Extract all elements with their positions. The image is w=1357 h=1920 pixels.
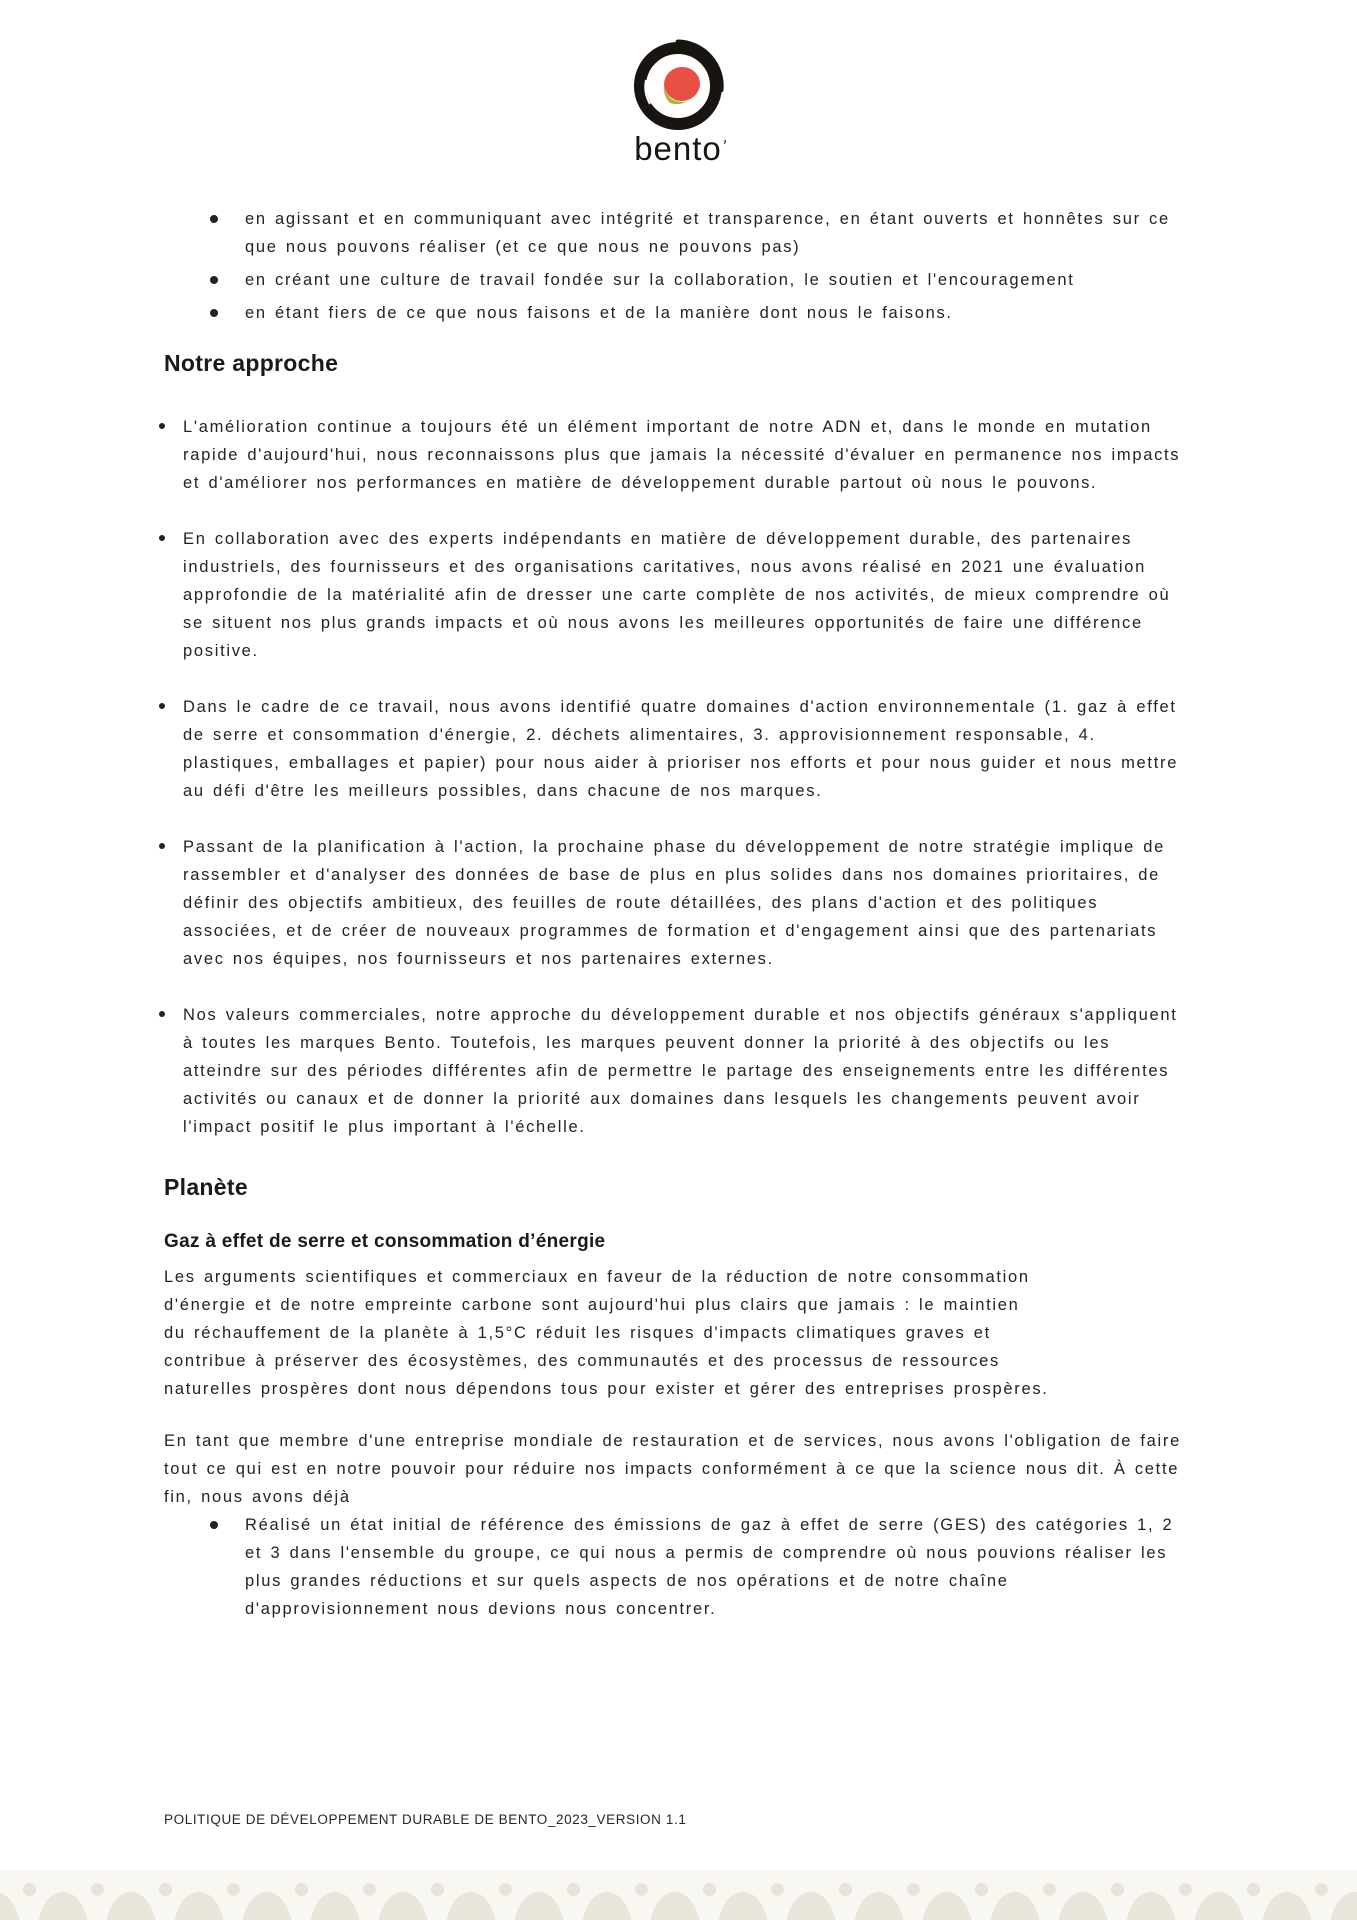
scallop-dot: [1111, 1883, 1124, 1896]
approche-paragraph: L'amélioration continue a toujours été un élément important de notre ADN et, dans le monde en mutation rapide d'aujourd'hui, nous reconnaissons plus que jamais la nécessité d'évaluer en permanence nos impacts et d'améliorer nos performances en matière de développement durable partout où nous le pouvons.: [164, 413, 1190, 497]
scallop-egg-shape: [786, 1892, 836, 1920]
scallop-egg-shape: [1262, 1892, 1312, 1920]
scallop-egg-shape: [242, 1892, 292, 1920]
intro-bullet-item: en créant une culture de travail fondée sur la collaboration, le soutien et l'encouragement: [164, 266, 1190, 294]
scallop-egg-shape: [38, 1892, 88, 1920]
scallop-dot: [1315, 1883, 1328, 1896]
scallop-egg-shape: [990, 1892, 1040, 1920]
section-title-approche: Notre approche: [164, 350, 339, 376]
scallop-egg-shape: [0, 1892, 20, 1920]
bento-wordmark: bento ’: [634, 130, 729, 167]
scallop-dot: [975, 1883, 988, 1896]
bento-logo: [626, 36, 730, 167]
scallop-dot: [23, 1883, 36, 1896]
approche-paragraph: Nos valeurs commerciales, notre approche du développement durable et nos objectifs généraux s'appliquent à toutes les marques Bento. Toutefois, les marques peuvent donner la priorité à des objectifs ou les atteindre sur des périodes différentes afin de permettre le partage des enseignements entre les différentes activités ou canaux et de donner la priorité aux domaines dans lesquels les changements peuvent avoir l'impact positif le plus important à l'échelle.: [164, 1001, 1190, 1141]
ges-bullet-item: Réalisé un état initial de référence des émissions de gaz à effet de serre (GES) des catégories 1, 2 et 3 dans l'ensemble du groupe, ce qui nous a permis de comprendre où nous pouvions réaliser les plus grandes réductions et sur quels aspects de nos opérations et de notre chaîne d'approvisionnement nous devions nous concentrer.: [164, 1511, 1190, 1623]
scallop-egg-shape: [582, 1892, 632, 1920]
document-footer: POLITIQUE DE DÉVELOPPEMENT DURABLE DE BENTO_2023_VERSION 1.1: [164, 1812, 687, 1827]
subsection-title-ges: Gaz à effet de serre et consommation d’énergie: [164, 1231, 606, 1252]
section-title-planete: Planète: [164, 1174, 248, 1200]
decorative-scallop-band: [0, 1870, 1357, 1920]
ges-bullet-list: [164, 1511, 1190, 1623]
approche-paragraph-list: [164, 413, 1190, 1141]
scallop-egg-shape: [1194, 1892, 1244, 1920]
scallop-egg-shape: [446, 1892, 496, 1920]
scallop-egg-shape: [922, 1892, 972, 1920]
intro-bullet-list: [164, 205, 1190, 327]
intro-bullet-item: en agissant et en communiquant avec intégrité et transparence, en étant ouverts et honnêtes sur ce que nous pouvons réaliser (et ce que nous ne pouvons pas): [164, 205, 1190, 261]
scallop-dot: [771, 1883, 784, 1896]
scallop-dot: [635, 1883, 648, 1896]
scallop-dot: [839, 1883, 852, 1896]
scallop-egg-shape: [650, 1892, 700, 1920]
scallop-egg-shape: [1058, 1892, 1108, 1920]
scallop-egg-shape: [310, 1892, 360, 1920]
scallop-dot: [499, 1883, 512, 1896]
approche-paragraph: En collaboration avec des experts indépendants en matière de développement durable, des partenaires industriels, des fournisseurs et des organisations caritatives, nous avons réalisé en 2021 une évaluation approfondie de la matérialité afin de dresser une carte complète de nos activités, de mieux comprendre où se situent nos plus grands impacts et où nous avons les meilleures opportunités de faire une différence positive.: [164, 525, 1190, 665]
scallop-egg-shape: [1126, 1892, 1176, 1920]
scallop-egg-shape: [514, 1892, 564, 1920]
scallop-dot: [431, 1883, 444, 1896]
scallop-egg-shape: [378, 1892, 428, 1920]
scallop-egg-shape: [718, 1892, 768, 1920]
ges-paragraph-1: Les arguments scientifiques et commerciaux en faveur de la réduction de notre consommation d'énergie et de notre empreinte carbone sont aujourd'hui plus clairs que jamais : le maintien du réchauffement de la planète à 1,5°C réduit les risques d'impacts climatiques graves et contribue à préserver des écosystèmes, des communautés et des processus de ressources naturelles prospères dont nous dépendons tous pour exister et gérer des entreprises prospères.: [164, 1268, 1049, 1398]
approche-paragraph: Dans le cadre de ce travail, nous avons identifié quatre domaines d'action environnementale (1. gaz à effet de serre et consommation d'énergie, 2. déchets alimentaires, 3. approvisionnement responsable, 4. plastiques, emballages et papier) pour nous aider à prioriser nos efforts et pour nous guider et nous mettre au défi d'être les meilleurs possibles, dans chacune de nos marques.: [164, 693, 1190, 805]
scallop-dot: [159, 1883, 172, 1896]
scallop-dot: [227, 1883, 240, 1896]
scallop-dot: [295, 1883, 308, 1896]
scallop-dot: [91, 1883, 104, 1896]
scallop-dot: [1247, 1883, 1260, 1896]
scallop-dot: [703, 1883, 716, 1896]
page-content: [164, 205, 1190, 1628]
scallop-dot: [1043, 1883, 1056, 1896]
ges-paragraph-2: En tant que membre d'une entreprise mondiale de restauration et de services, nous avons l'obligation de faire tout ce qui est en notre pouvoir pour réduire nos impacts conformément à ce que la science nous dit. À cette fin, nous avons déjà: [164, 1432, 1181, 1506]
scallop-dot: [907, 1883, 920, 1896]
scallop-dot: [1179, 1883, 1192, 1896]
scallop-dot: [363, 1883, 376, 1896]
scallop-dot: [567, 1883, 580, 1896]
intro-bullet-item: en étant fiers de ce que nous faisons et de la manière dont nous le faisons.: [164, 299, 1190, 327]
bento-logo-icon: [628, 36, 728, 138]
scallop-egg-shape: [106, 1892, 156, 1920]
scallop-egg-shape: [854, 1892, 904, 1920]
scallop-egg-shape: [1330, 1892, 1357, 1920]
trademark-tick: ’: [719, 136, 729, 157]
scallop-egg-shape: [174, 1892, 224, 1920]
approche-paragraph: Passant de la planification à l'action, la prochaine phase du développement de notre stratégie implique de rassembler et d'analyser des données de base de plus en plus solides dans nos domaines prioritaires, de définir des objectifs ambitieux, des feuilles de route détaillées, des plans d'action et des politiques associées, et de créer de nouveaux programmes de formation et d'engagement ainsi que des partenariats avec nos équipes, nos fournisseurs et nos partenaires externes.: [164, 833, 1190, 973]
